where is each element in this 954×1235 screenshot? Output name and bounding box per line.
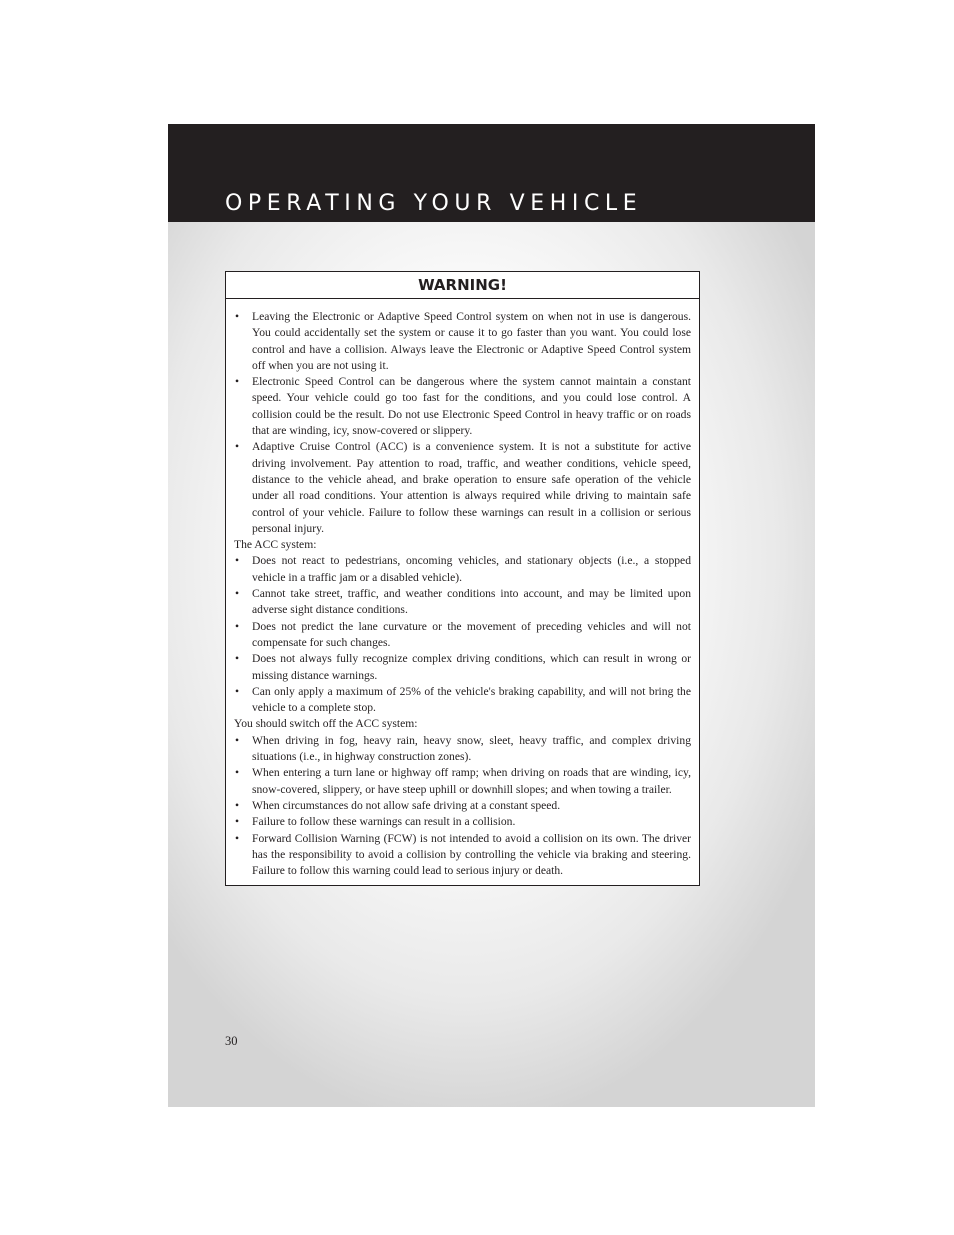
list-item-text: Adaptive Cruise Control (ACC) is a convenience system. It is not a substitute for active driving involvement. Pay attention to road, traffic, and weather conditions, vehicle speed, distance to the vehicle ahead, and brake operation to ensure safe operation of the vehicle under all road conditions. Your attention is always required while driving to maintain safe control of your vehicle. Failure to follow these warnings can result in a collision or serious personal injury. xyxy=(252,440,691,535)
warning-list-acc-limits xyxy=(234,553,691,716)
bullet-icon: • xyxy=(235,733,240,747)
warning-box xyxy=(225,271,700,886)
bullet-icon: • xyxy=(235,440,240,454)
warning-list-general xyxy=(234,309,691,537)
page-number: 30 xyxy=(225,1034,238,1048)
warning-title: WARNING! xyxy=(226,272,699,299)
list-item-text: Forward Collision Warning (FCW) is not intended to avoid a collision on its own. The driver has the responsibility to avoid a collision by controlling the vehicle via braking and steering. Failure to follow this warning could lead to serious injury or death. xyxy=(252,831,691,878)
bullet-icon: • xyxy=(235,310,240,323)
list-item xyxy=(234,309,691,374)
bullet-icon: • xyxy=(235,554,240,568)
section-title: OPERATING YOUR VEHICLE xyxy=(225,191,643,216)
list-item xyxy=(234,619,691,652)
list-item xyxy=(234,374,691,439)
list-item xyxy=(234,553,691,586)
list-item-text: Does not react to pedestrians, oncoming vehicles, and stationary objects (i.e., a stopped vehicle in a traffic jam or a disabled vehicle). xyxy=(252,554,691,584)
list-item-text: Failure to follow these warnings can result in a collision. xyxy=(252,815,516,829)
switch-off-intro: You should switch off the ACC system: xyxy=(234,717,418,731)
list-item xyxy=(234,684,691,717)
list-item xyxy=(234,798,691,814)
list-item xyxy=(234,765,691,798)
list-item xyxy=(234,733,691,766)
list-item-text: Does not predict the lane curvature or the movement of preceding vehicles and will not compensate for such changes. xyxy=(252,619,691,649)
bullet-icon: • xyxy=(235,815,240,829)
bullet-icon: • xyxy=(235,831,240,845)
list-item-text: When driving in fog, heavy rain, heavy snow, sleet, heavy traffic, and complex driving situations (i.e., in highway construction zones). xyxy=(252,733,691,764)
list-item-text: Cannot take street, traffic, and weather conditions into account, and may be limited upon adverse sight distance conditions. xyxy=(252,587,691,617)
bullet-icon: • xyxy=(235,587,240,601)
list-item-text: When circumstances do not allow safe driving at a constant speed. xyxy=(252,798,561,812)
list-item xyxy=(234,439,691,537)
list-item-text: Electronic Speed Control can be dangerous where the system cannot maintain a constant speed. Your vehicle could go too fast for the conditions, and you could lose control. A collision could be the result. Do not use Electronic Speed Control in heavy traffic or on roads that are winding, icy, snow-covered or slippery. xyxy=(252,375,691,438)
list-item-text: Does not always fully recognize complex driving conditions, which can result in wrong or missing distance warnings. xyxy=(252,652,691,682)
list-item xyxy=(234,831,691,880)
list-item xyxy=(234,586,691,619)
header-band xyxy=(168,124,815,222)
bullet-icon: • xyxy=(235,652,240,666)
bullet-icon: • xyxy=(235,766,240,780)
list-item-text: When entering a turn lane or highway off ramp; when driving on roads that are winding, icy, snow-covered, slippery, or have steep uphill or downhill slopes; and when towing a trailer. xyxy=(252,766,691,796)
bullet-icon: • xyxy=(235,798,240,812)
list-item-text: Leaving the Electronic or Adaptive Speed Control system on when not in use is dangerous. You could accidentally set the system or cause it to go faster than you want. You could lose control and have a collision. Always leave the Electronic or Adaptive Speed Control system off when you are not using it. xyxy=(252,310,691,372)
manual-page xyxy=(168,124,815,1107)
acc-system-intro: The ACC system: xyxy=(234,538,317,552)
bullet-icon: • xyxy=(235,619,240,633)
list-item xyxy=(234,814,691,830)
list-item-text: Can only apply a maximum of 25% of the vehicle's braking capability, and will not bring the vehicle to a complete stop. xyxy=(252,684,691,715)
warning-body xyxy=(226,299,699,879)
warning-list-switch-off xyxy=(234,733,691,880)
bullet-icon: • xyxy=(235,684,240,698)
list-item xyxy=(234,651,691,684)
bullet-icon: • xyxy=(235,375,240,389)
